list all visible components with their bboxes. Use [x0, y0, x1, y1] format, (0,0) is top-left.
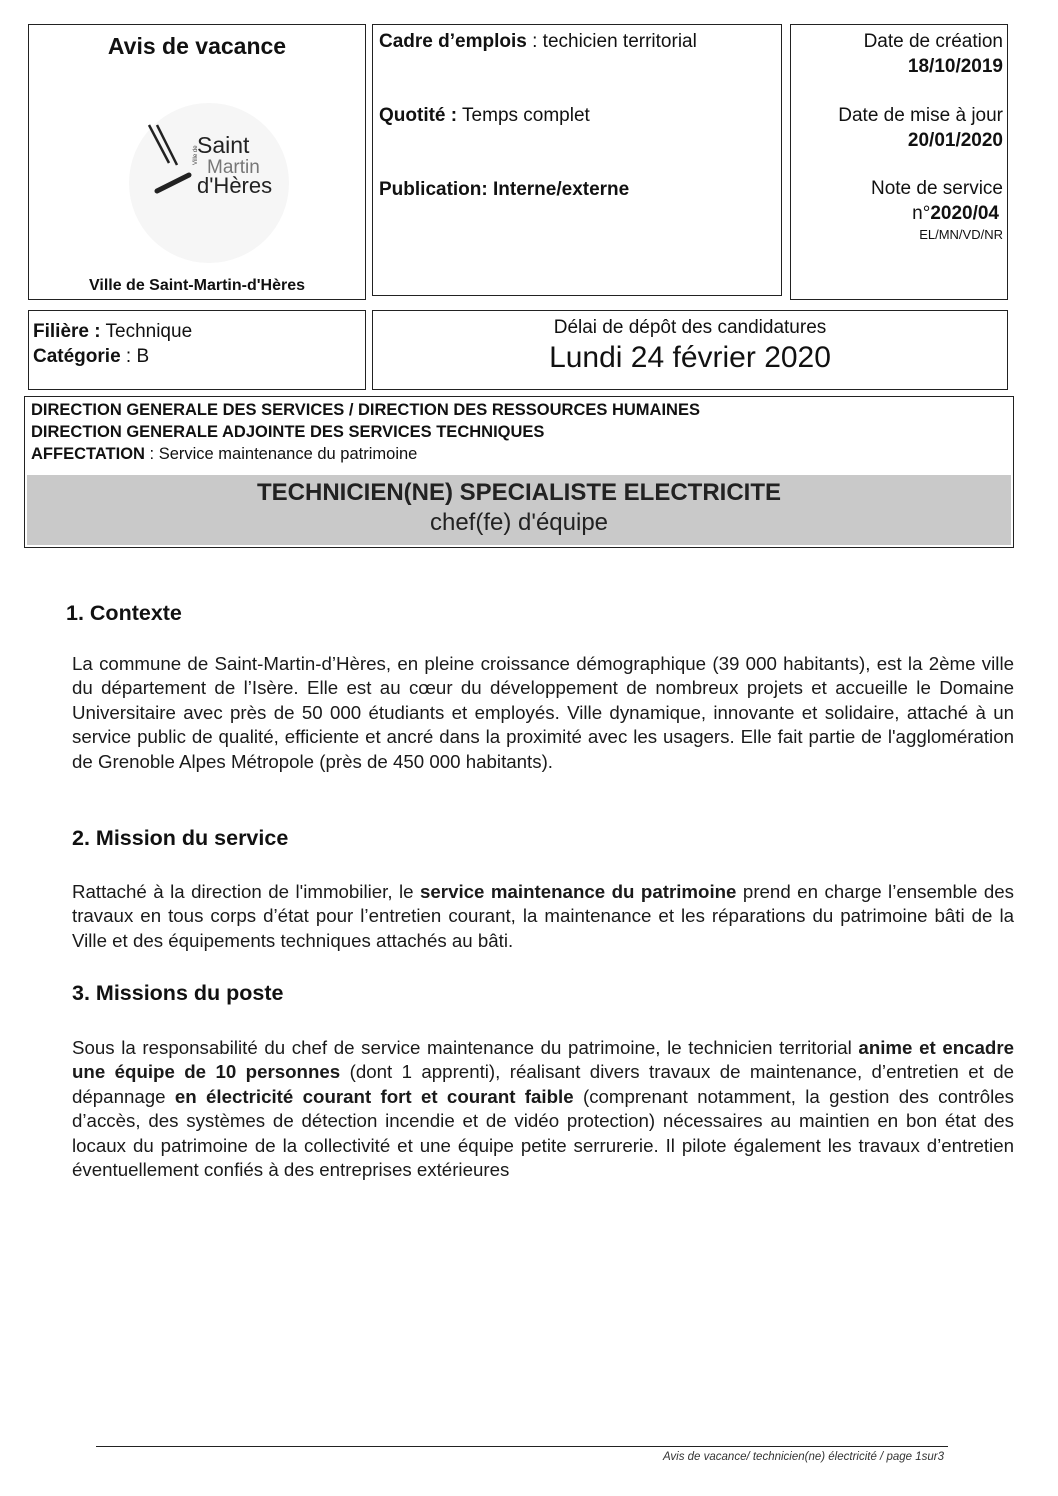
categorie: [33, 346, 149, 368]
direction-line-2: DIRECTION GENERALE ADJOINTE DES SERVICES TECHNIQUES: [31, 423, 545, 441]
direction-line-1: DIRECTION GENERALE DES SERVICES / DIRECTION DES RESSOURCES HUMAINES: [31, 401, 700, 419]
section-2-text-a: Rattaché à la direction de l'immobilier, le: [72, 881, 421, 902]
section-2-text-c: prend en charge l’ensemble des travaux en tous corps d’état pour l’entretien courant, la maintenance et les réparations du patrimoine bâti de la Ville et des équipements techniques attachés au bâti.: [72, 881, 1014, 951]
section-3-text-bold-1: anime et encadre une équipe de 10 personnes: [72, 1037, 1014, 1083]
filiere-value: Technique: [100, 321, 193, 342]
section-2-title: 2. Mission du service: [72, 826, 289, 850]
cadre-value: : techicien territorial: [526, 31, 697, 52]
quotite-label: Quotité :: [379, 105, 458, 126]
section-3-title: 3. Missions du poste: [72, 981, 284, 1005]
section-3-text-e: (comprenant notamment, la gestion des contrôles d’accès, des systèmes de détection incendie et de vidéo protection) nécessaires au maintien en bon état des locaux du patrimoine de la collectivité et une équipe petite serrurerie. Il pilote également les travaux d’entretien éventuellement confiés à des entreprises extérieures: [72, 1085, 1015, 1181]
svg-text:Saint: Saint: [197, 132, 250, 158]
svg-text:d'Hères: d'Hères: [197, 173, 273, 198]
note-service-label: Note de service: [870, 178, 1003, 199]
direction-box: [24, 396, 1014, 548]
affectation-value: : Service maintenance du patrimoine: [144, 445, 418, 463]
job-title: TECHNICIEN(NE) SPECIALISTE ELECTRICITE: [256, 479, 782, 506]
job-title-banner: [27, 475, 1011, 545]
section-2-text-bold: service maintenance du patrimoine: [420, 881, 737, 902]
job-subtitle: chef(fe) d'équipe: [429, 509, 609, 536]
header-job-box: [372, 24, 782, 296]
note-prefix: n°: [912, 203, 931, 224]
deadline-date: Lundi 24 février 2020: [549, 341, 831, 374]
date-maj-label: Date de mise à jour: [838, 105, 1003, 126]
cadre-label: Cadre d’emplois: [379, 31, 527, 52]
header-dates-box: [790, 24, 1008, 300]
doc-type-title: Avis de vacance: [107, 33, 287, 59]
saint-martin-logo-icon: [135, 121, 285, 231]
filiere-label: Filière :: [33, 321, 101, 342]
quotite-value: Temps complet: [457, 105, 590, 126]
footer-text: Avis de vacance/ technicien(ne) électricité / page 1sur3: [662, 1451, 944, 1463]
note-service-number: [912, 203, 999, 225]
filiere-box: [28, 310, 366, 390]
date-maj-value: 20/01/2020: [907, 130, 1003, 151]
categorie-label: Catégorie: [33, 346, 121, 367]
affectation: [31, 445, 417, 464]
deadline-label: Délai de dépôt des candidatures: [553, 317, 827, 338]
note-initials: EL/MN/VD/NR: [919, 227, 1003, 242]
footer-rule: [96, 1446, 948, 1447]
deadline-box: [372, 310, 1008, 390]
quotite: [379, 105, 590, 127]
section-3-text-c: (dont 1 apprenti), réalisant divers travaux de maintenance, d’entretien et de dépannage: [72, 1061, 1014, 1107]
svg-text:Ville de: Ville de: [193, 145, 199, 165]
city-logo: [129, 103, 309, 273]
section-1-title: 1. Contexte: [66, 601, 182, 625]
date-creation-value: 18/10/2019: [907, 56, 1003, 77]
note-value: 2020/04: [930, 203, 999, 224]
section-2-text: [72, 880, 1014, 953]
date-creation-label: Date de création: [863, 31, 1003, 52]
section-3-text: [72, 1036, 1014, 1182]
section-3-text-bold-2: en électricité courant fort et courant faible: [174, 1085, 574, 1107]
city-name: Ville de Saint-Martin-d'Hères: [88, 277, 305, 294]
cadre-emplois: [379, 31, 697, 53]
publication: Publication: Interne/externe: [379, 179, 630, 200]
filiere: [33, 321, 192, 343]
categorie-value: : B: [120, 346, 150, 367]
section-1-text: La commune de Saint-Martin-d’Hères, en pleine croissance démographique (39 000 habitants), est la 2ème ville du département de l’Isère. Elle est au cœur du développement de nombreux projets et accueille le Domaine Universitaire avec près de 50 000 étudiants et employés. Ville dynamique, innovante et solidaire, attaché à un service public de qualité, efficiente et ancré dans la proximité avec les usagers. Elle fait partie de l'agglomération de Grenoble Alpes Métropole (près de 450 000 habitants).: [72, 653, 1014, 772]
svg-text:Martin: Martin: [207, 157, 260, 178]
header-logo-box: [28, 24, 366, 300]
affectation-label: AFFECTATION: [31, 445, 145, 463]
section-3-text-a: Sous la responsabilité du chef de service maintenance du patrimoine, le technicien territorial: [72, 1037, 859, 1058]
